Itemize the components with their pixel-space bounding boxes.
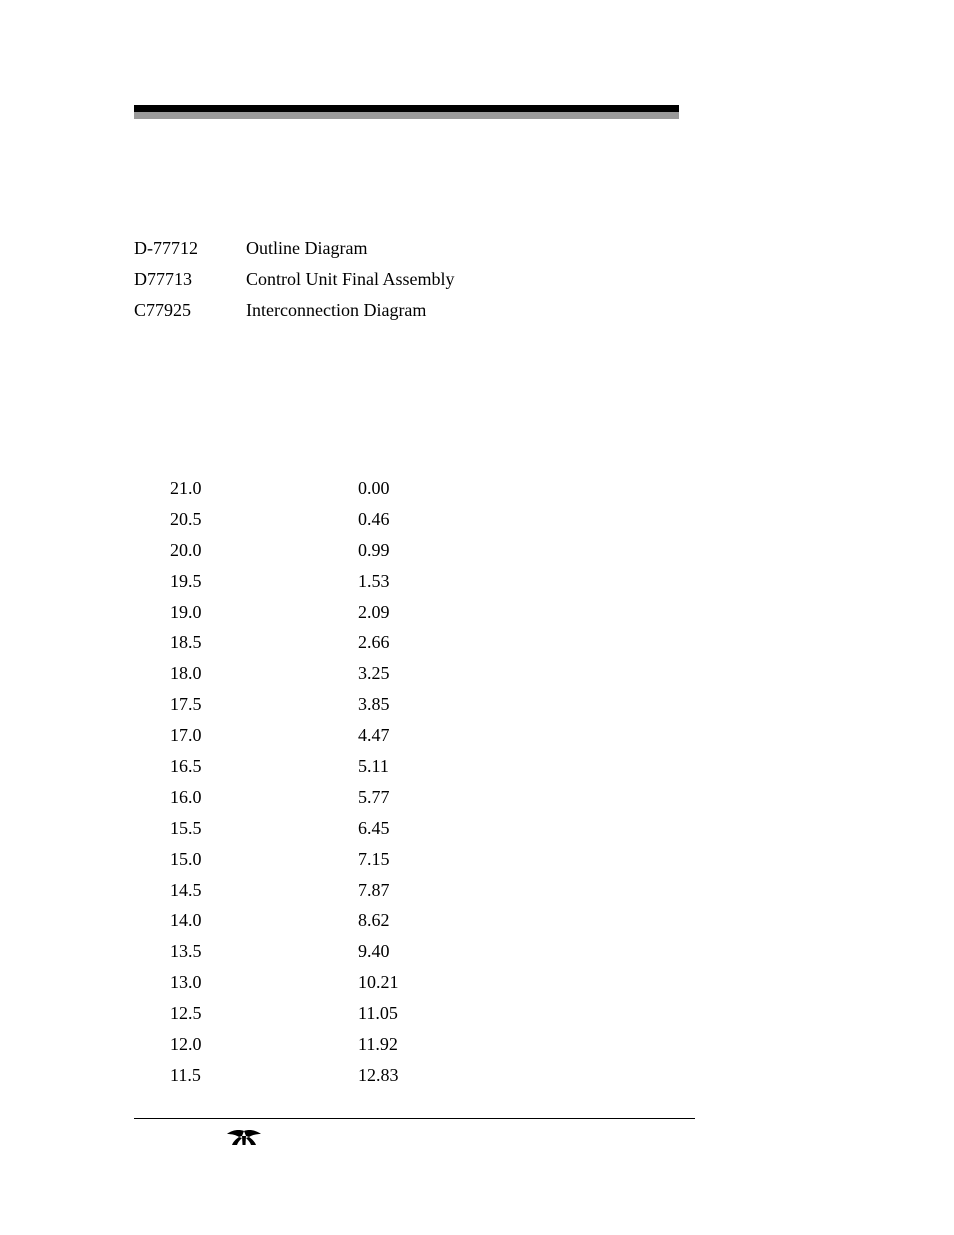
table-row <box>170 908 490 939</box>
table-cell-a: 12.0 <box>170 1034 202 1055</box>
conversion-table <box>170 476 490 1094</box>
table-cell-b: 0.99 <box>358 539 390 560</box>
table-cell-a: 18.0 <box>170 663 202 684</box>
table-row <box>170 661 490 692</box>
table-cell-a: 12.5 <box>170 1003 202 1024</box>
table-cell-a: 13.0 <box>170 972 202 993</box>
table-cell-b: 6.45 <box>358 817 390 838</box>
header-bar <box>134 105 679 112</box>
table-cell-a: 17.5 <box>170 694 202 715</box>
table-cell-b: 7.15 <box>358 848 390 869</box>
table-cell-b: 4.47 <box>358 725 390 746</box>
footer-rule <box>134 1118 695 1119</box>
table-row <box>170 847 490 878</box>
table-row <box>170 723 490 754</box>
table-cell-b: 12.83 <box>358 1064 399 1085</box>
table-cell-b: 3.25 <box>358 663 390 684</box>
drawing-row <box>134 298 694 329</box>
table-row <box>170 939 490 970</box>
drawing-list <box>134 236 694 329</box>
table-cell-b: 2.09 <box>358 601 390 622</box>
table-cell-a: 15.5 <box>170 817 202 838</box>
table-cell-b: 9.40 <box>358 941 390 962</box>
table-cell-a: 16.5 <box>170 756 202 777</box>
drawing-row <box>134 236 694 267</box>
table-cell-b: 8.62 <box>358 910 390 931</box>
table-row <box>170 569 490 600</box>
drawing-row <box>134 267 694 298</box>
table-cell-a: 19.0 <box>170 601 202 622</box>
table-cell-b: 11.92 <box>358 1034 398 1055</box>
table-cell-b: 7.87 <box>358 879 390 900</box>
teledyne-logo-icon <box>226 1128 262 1146</box>
table-row <box>170 1001 490 1032</box>
table-cell-b: 3.85 <box>358 694 390 715</box>
table-cell-b: 10.21 <box>358 972 399 993</box>
drawing-title: Interconnection Diagram <box>246 300 427 320</box>
table-cell-b: 5.77 <box>358 786 390 807</box>
table-cell-a: 14.5 <box>170 879 202 900</box>
drawing-title: Outline Diagram <box>246 238 368 258</box>
table-row <box>170 692 490 723</box>
table-cell-a: 18.5 <box>170 632 202 653</box>
drawing-title: Control Unit Final Assembly <box>246 269 455 289</box>
table-row <box>170 785 490 816</box>
table-cell-b: 1.53 <box>358 570 390 591</box>
table-row <box>170 507 490 538</box>
table-row <box>170 970 490 1001</box>
table-row <box>170 1063 490 1094</box>
table-row <box>170 600 490 631</box>
table-cell-a: 11.5 <box>170 1064 201 1085</box>
table-cell-b: 0.46 <box>358 508 390 529</box>
table-row <box>170 754 490 785</box>
table-cell-a: 13.5 <box>170 941 202 962</box>
drawing-number: C77925 <box>134 300 192 320</box>
table-cell-a: 14.0 <box>170 910 202 931</box>
table-cell-a: 20.5 <box>170 508 202 529</box>
table-cell-a: 16.0 <box>170 786 202 807</box>
table-cell-b: 5.11 <box>358 756 389 777</box>
table-cell-b: 2.66 <box>358 632 390 653</box>
table-row <box>170 878 490 909</box>
table-row <box>170 630 490 661</box>
table-cell-b: 0.00 <box>358 478 390 498</box>
table-cell-a: 20.0 <box>170 539 202 560</box>
header-bar-shadow <box>134 112 679 119</box>
drawing-number: D-77712 <box>134 238 198 258</box>
table-cell-a: 17.0 <box>170 725 202 746</box>
table-cell-a: 21.0 <box>170 478 202 498</box>
table-cell-a: 15.0 <box>170 848 202 869</box>
table-cell-b: 11.05 <box>358 1003 398 1024</box>
table-cell-a: 19.5 <box>170 570 202 591</box>
table-row <box>170 1032 490 1063</box>
drawing-number: D77713 <box>134 269 192 289</box>
table-row <box>170 816 490 847</box>
table-row <box>170 476 490 507</box>
table-row <box>170 538 490 569</box>
